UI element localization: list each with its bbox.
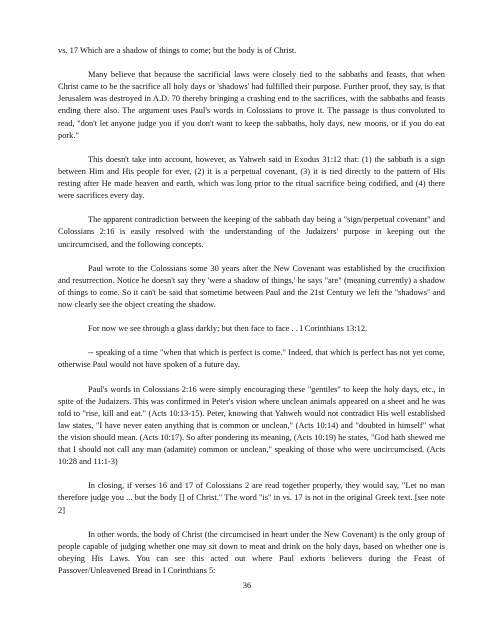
paragraph-perfect: -- speaking of a time "when that which is perfect is come." Indeed, that which is perfect has not yet come, otherwise Paul would not have spoken of a future day. — [58, 348, 445, 370]
paragraph-body-of-christ: In other words, the body of Christ (the circumcised in heart under the New Covenant) is the only group of people capable of judging whether one may sit down to meat and drink on the holy days, based on whether one is obeying His Laws. You can see this acted out where Paul exhorts believers during the Feast of Passover/Unleavened Bread in I Corinthians 5: — [58, 529, 445, 576]
paragraph-colossians-date: Paul wrote to the Colossians some 30 years after the New Covenant was established by the crucifixion and resurrection. Notice he doesn't say they 'were a shadow of things,' he says "are" (meaning currently) a shadow of things to come. So it can't be said that sometime between Paul and the 21st Century we left the "shadows" and now clearly see the object creating the shadow. — [58, 263, 445, 309]
paragraph-closing: In closing, if verses 16 and 17 of Colossians 2 are read together properly, they would say, "Let no man therefore judge you ... but the body [] of Christ." The word "is" in vs. 17 is not in the original Greek text. [see note 2] — [58, 481, 445, 515]
paragraph-contradiction: The apparent contradiction between the keeping of the sabbath day being a "sign/perpetual covenant" and Colossians 2:16 is easily resolved with the understanding of the Judaizers' purpose in keeping out the uncircumcised, and the following concepts. — [58, 215, 445, 249]
page-number: 36 — [242, 580, 252, 590]
body-text — [58, 45, 445, 589]
paragraph-verse-17: vs. 17 Which are a shadow of things to come; but the body is of Christ. — [58, 46, 297, 55]
paragraph-corinthians-quote: For now we see through a glass darkly; but then face to face . . I Corinthians 13:12. — [88, 324, 368, 334]
paragraph-sacrificial-laws: Many believe that because the sacrificial laws were closely tied to the sabbaths and feasts, that when Christ came to be the sacrifice all holy days or 'shadows' had fulfilled their purpose. Further proof, they say, is that Jerusalem was destroyed in A.D. 70 thereby bringing a crashing end to the sacrifices, with the sabbaths and feasts ending there also. The argument uses Paul's words in Colossians to prove it. The passage is thus convoluted to read, "don't let anyone judge you if you don't want to keep the sabbaths, holy days, new moons, or if you do eat pork." — [58, 70, 445, 140]
paragraph-peters-vision: Paul's words in Colossians 2:16 were simply encouraging these "gentiles" to keep the holy days, etc., in spite of the Judaizers. This was confirmed in Peter's vision where unclean animals appeared on a sheet and he was told to "rise, kill and eat." (Acts 10:13-15). Peter, knowing that Yahweh would not contradict His well established law states, "I have never eaten anything that is common or unclean," (Acts 10:14) and "doubted in himself" what the vision should mean. (Acts 10:17). So after pondering its meaning, (Acts 10:19) he states, "God hath shewed me that I should not call any man (adamite) common or unclean," speaking of those who were uncircumcised. (Acts 10:28 and 11:1-3) — [58, 384, 445, 467]
paragraph-exodus: This doesn't take into account, however, as Yahweh said in Exodus 31:12 that: (1) the sabbath is a sign between Him and His people for ever, (2) it is a perpetual covenant, (3) it is tied directly to the pattern of His resting after He made heaven and earth, which was long prior to the ritual sacrifice being codified, and (4) there were sacrifices every day. — [58, 154, 445, 201]
